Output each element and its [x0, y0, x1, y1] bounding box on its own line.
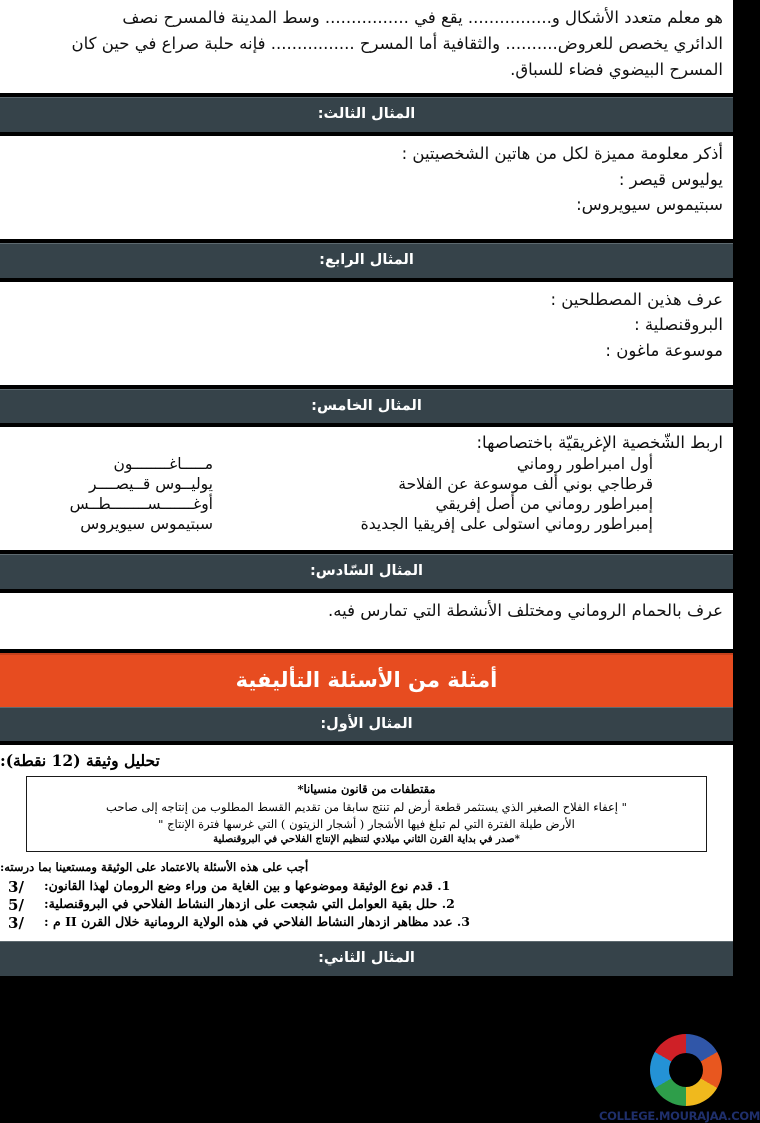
- source-document-line-1: " إعفاء الفلاح الصغير الذي يستثمر قطعة أرض لم تنتج سابقا من تقديم القسط المطلوب من إنتاجه إلى صاحب: [106, 800, 627, 814]
- matching-description-2: قرطاجي بوني ألف موسوعة عن الفلاحة: [398, 475, 653, 494]
- matching-description-4: إمبراطور روماني استولى على إفريقيا الجديدة: [360, 515, 653, 534]
- source-document-line-2: الأرض طيلة الفترة التي لم تبلغ فيها الأشجار ( أشجار الزيتون ) التي غرسها فترة الإنتاج ": [158, 816, 575, 831]
- section-header-example-four: المثال الرابع:: [0, 243, 733, 278]
- example-five-body: [0, 427, 733, 550]
- exam-question-2-text: حلل بقية العوامل التي شجعت على ازدهار النشاط الفلاحي في البروقنصلية:: [44, 896, 438, 912]
- example-four-line-3: موسوعة ماغون :: [605, 341, 723, 360]
- footer-branding: [598, 1032, 760, 1123]
- example-six-body: [0, 593, 733, 649]
- example-three-line-1: أذكر معلومة مميزة لكل من هاتين الشخصيتين :: [401, 143, 723, 163]
- matching-description-1: أول امبراطور روماني: [516, 455, 653, 474]
- exam-questions-banner: أمثلة من الأسئلة التأليفية: [0, 653, 733, 707]
- matching-name-3: أوغـــــــســــــــطــس: [69, 495, 213, 514]
- source-document-footnote: *صدر في بداية القرن الثاني ميلادي لتنظيم الإنتاج الفلاحي في البروقنصلية: [213, 834, 520, 846]
- table-row: [0, 474, 733, 494]
- example-six-line: عرف بالحمام الروماني ومختلف الأنشطة التي تمارس فيه.: [328, 600, 723, 620]
- exam-block-spacer: [0, 931, 733, 941]
- exam-question-2-number: 2.: [441, 896, 455, 912]
- exam-question-1: [0, 877, 733, 895]
- exam-question-2: [0, 895, 733, 913]
- top-paragraph-line-2: الدائري يخصص للعروض.......... والثقافية أما المسرح ................ فإنه حلبة صراع في حين كان: [71, 33, 723, 53]
- matching-instruction: اربط الشّخصية الإغريقيّة باختصاصها:: [476, 433, 723, 453]
- matching-name-2: يوليــوس قــيصــــر: [89, 475, 213, 494]
- top-paragraph-line-1: هو معلم متعدد الأشكال و................ يقع في ................ وسط المدينة فالمسرح نصف: [122, 8, 723, 27]
- example-three-spacer: [10, 219, 723, 229]
- example-four-body: [0, 282, 733, 385]
- table-row: [0, 494, 733, 514]
- section-header-example-five: المثال الخامس:: [0, 389, 733, 424]
- section-header-example-three: المثال الثالث:: [0, 97, 733, 132]
- exam-question-3-text: عدد مظاهر ازدهار النشاط الفلاحي في هذه الولاية الرومانية خلال القرن II م :: [44, 914, 453, 930]
- exam-question-3: [0, 913, 733, 931]
- example-three-line-2: يوليوس قيصر :: [618, 169, 723, 189]
- exam-instruction: أجب على هذه الأسئلة بالاعتماد على الوثيقة ومستعينا بما درسته:: [0, 860, 309, 875]
- example-five-spacer: [0, 534, 733, 550]
- source-document-box: [26, 776, 707, 852]
- table-row: [0, 454, 733, 474]
- top-paragraph: [0, 0, 733, 93]
- scanned-exam-block: [0, 745, 733, 941]
- matching-table: [0, 454, 733, 534]
- example-three-body: [0, 136, 733, 239]
- top-paragraph-line-3: المسرح البيضوي فضاء للسباق.: [510, 59, 723, 79]
- exam-question-3-mark: /3: [8, 914, 24, 933]
- site-watermark: COLLEGE.MOURAJAA.COM: [598, 1109, 760, 1123]
- example-six-spacer: [10, 625, 723, 639]
- example-four-line-2: البروقنصلية :: [634, 315, 723, 335]
- exam-question-1-mark: /3: [8, 878, 24, 897]
- exam-question-1-number: 1.: [437, 878, 451, 894]
- section-header-exam-example-one: المثال الأول:: [0, 707, 733, 742]
- source-document-title: مقتطفات من قانون منسيانا*: [297, 782, 436, 796]
- exam-question-1-text: قدم نوع الوثيقة وموضوعها و بين الغاية من وراء وضع الرومان لهذا القانون:: [44, 878, 433, 894]
- section-header-exam-example-two: المثال الثاني:: [0, 941, 733, 976]
- matching-description-3: إمبراطور روماني من أصل إفريقي: [435, 495, 653, 514]
- example-four-spacer: [10, 365, 723, 375]
- example-three-line-3: سبتيموس سيويروس:: [576, 195, 723, 215]
- section-header-example-six: المثال السّادس:: [0, 554, 733, 589]
- exam-question-2-mark: /5: [8, 896, 24, 915]
- matching-name-4: سبتيموس سيويروس: [80, 515, 213, 534]
- matching-name-1: مـــــاغــــــــون: [113, 455, 213, 474]
- exam-question-3-number: 3.: [456, 914, 470, 930]
- table-row: [0, 514, 733, 534]
- mourajaa-ring-icon: [650, 1034, 722, 1106]
- document-analysis-title: تحليل وثيقة (12 نقطة):: [0, 751, 160, 770]
- example-four-line-1: عرف هذين المصطلحين :: [550, 289, 723, 309]
